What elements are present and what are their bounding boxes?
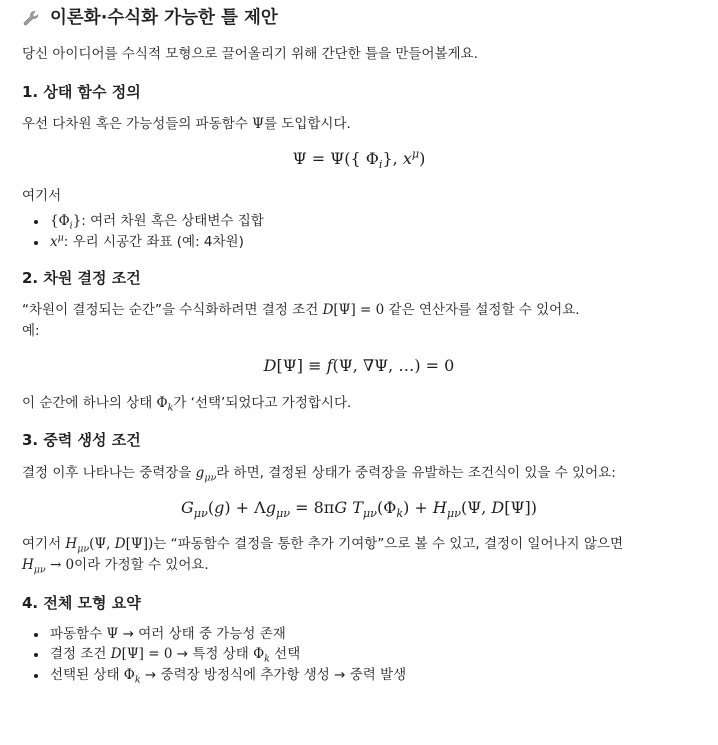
page-title: 이론화·수식화 가능한 틀 제안 xyxy=(50,8,278,29)
wrench-icon xyxy=(22,10,40,28)
section-3-text: 결정 이후 나타나는 중력장을 $g_{\mu\nu}$라 하면, 결정된 상태가 중력장을 유발하는 조건식이 있을 수 있어요: xyxy=(22,464,616,484)
equation-gravity: $G_{\mu\nu}(g) + \Lambda g_{\mu\nu} = 8\pi G$ $T_{\mu\nu}(\Phi_k) + H_{\mu\nu}(\Psi$, D[Ψ]) xyxy=(180,497,537,520)
list-item: • $x^\mu$: 우리 시공간 좌표 (예: 4차원) xyxy=(48,232,696,253)
state-variable-list xyxy=(22,211,696,253)
section-1-text: 우선 다차원 혹은 가능성들의 파동함수 Ψ를 도입합시다. xyxy=(22,116,351,133)
list-item: • 선택된 상태 $\Phi_k$ → 중력장 방정식에 추가항 생성 → 중력 발생 xyxy=(48,665,696,686)
section-1-heading: 1. 상태 함수 정의 xyxy=(22,82,141,101)
section-4-heading: 4. 전체 모형 요약 xyxy=(22,594,141,613)
section-2-text-2: 이 순간에 하나의 상태 $\Phi_k$가 ‘선택’되었다고 가정합시다. xyxy=(22,394,352,414)
psi-symbol: Ψ xyxy=(252,116,264,133)
list-item: • $\{\Phi_i\}$: 여러 차원 혹은 상태변수 집합 xyxy=(48,211,696,232)
intro-text: 당신 아이디어를 수식적 모형으로 끌어올리기 위해 간단한 틀을 만들어볼게요. xyxy=(22,46,478,62)
list-item: • 파동함수 Ψ → 여러 상태 중 가능성 존재 xyxy=(48,624,696,645)
section-2-text: “차원이 결정되는 순간”을 수식화하려면 결정 조건 D[Ψ] = 0 같은 연산자를 설정할 수 있어요. xyxy=(22,301,580,318)
section-2-heading: 2. 차원 결정 조건 xyxy=(22,268,141,287)
title-row xyxy=(22,6,696,32)
equation-psi: Ψ = Ψ({ $\Phi_i$}, $x^\mu$) xyxy=(292,147,426,172)
list-item: • 결정 조건 D[Ψ] = 0 → 특정 상태 $\Phi_k$ 선택 xyxy=(48,644,696,665)
equation-decision: D[Ψ] ≡ f(Ψ, ∇Ψ, …) = 0 xyxy=(263,355,455,375)
section-3-heading: 3. 중력 생성 조건 xyxy=(22,431,141,450)
where-label: 여기서 xyxy=(22,187,62,204)
example-label: 예: xyxy=(22,322,40,339)
section-3-text-2: 여기서 $H_{\mu\nu}(\Psi$, D[Ψ])는 “파동함수 결정을 통한 추가 기여항”으로 볼 수 있고, 결정이 일어나지 않으면 xyxy=(22,536,624,556)
summary-list xyxy=(22,624,696,687)
section-3-text-3: $H_{\mu\nu} \to 0$이라 가정할 수 있어요. xyxy=(22,557,209,577)
